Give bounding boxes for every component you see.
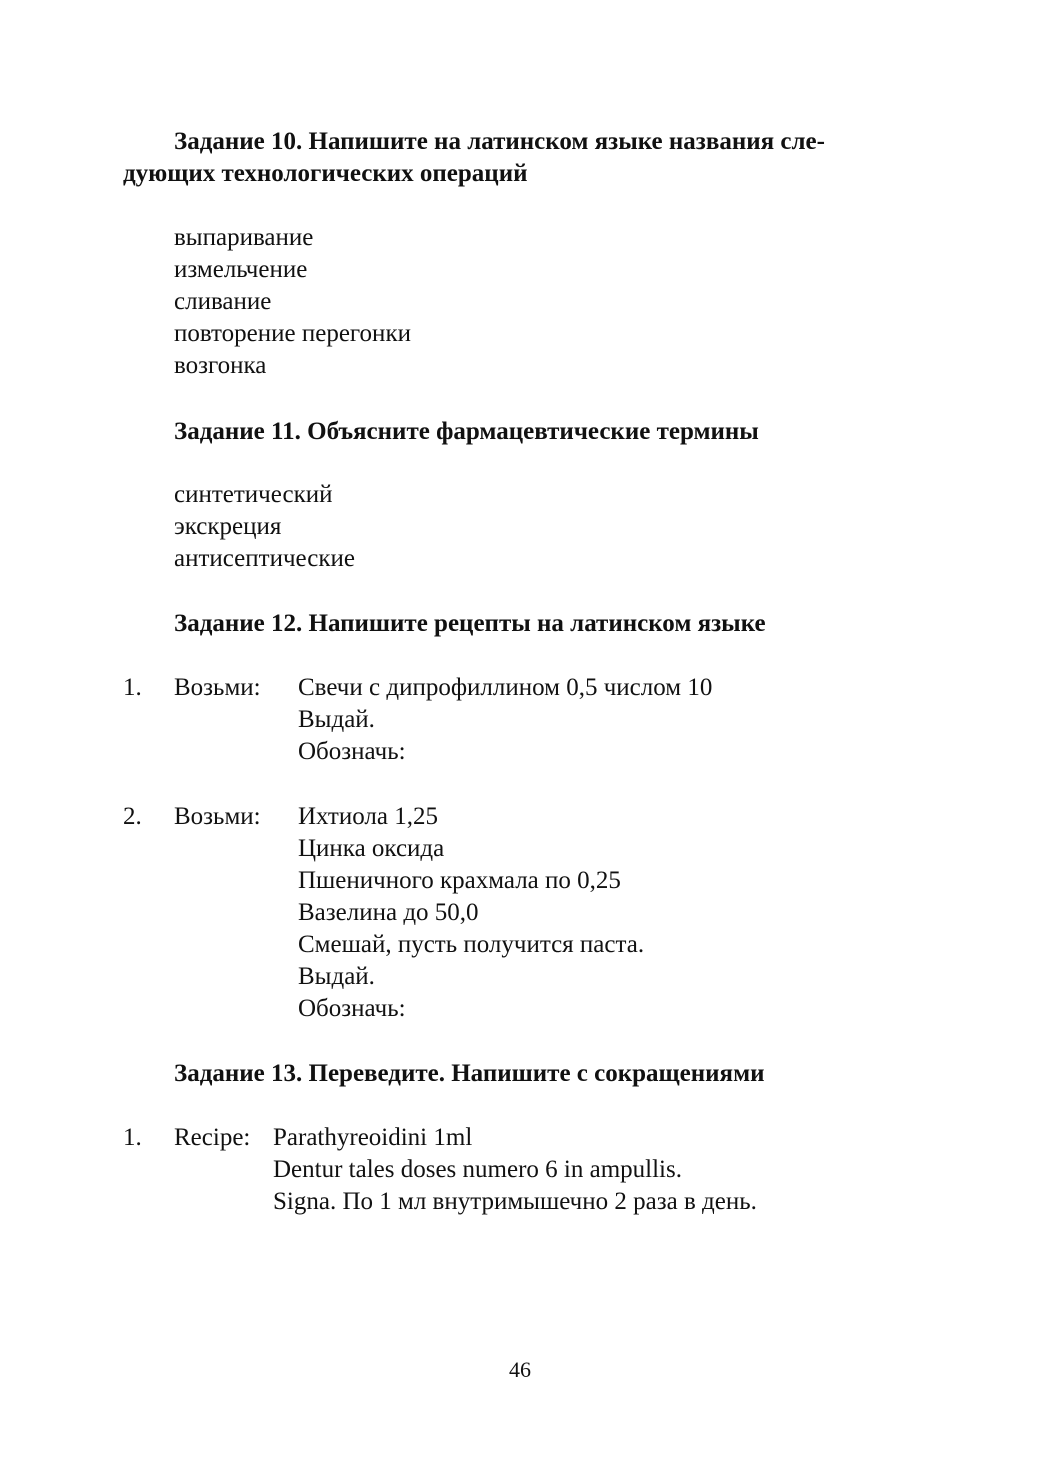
task-13-heading: Задание 13. Переведите. Напишите с сокращениями: [174, 1060, 765, 1087]
recipe-line: Цинка оксида: [298, 835, 445, 862]
recipe-line: Свечи с дипрофиллином 0,5 числом 10: [298, 674, 713, 701]
task-11-item: антисептические: [174, 545, 355, 572]
recipe-line: Пшеничного крахмала по 0,25: [298, 867, 621, 894]
task-12-heading: Задание 12. Напишите рецепты на латинском языке: [174, 610, 766, 637]
task-10-item: сливание: [174, 288, 272, 315]
recipe-line: Parathyreoidini 1ml: [273, 1124, 473, 1151]
recipe-label: Recipe:: [174, 1124, 251, 1151]
recipe-line: Выдай.: [298, 963, 375, 990]
recipe-label: Возьми:: [174, 674, 261, 701]
recipe-number: 2.: [123, 803, 142, 830]
task-10-heading-line-2: дующих технологических операций: [123, 160, 528, 187]
recipe-line: Обозначь:: [298, 738, 406, 765]
task-10-heading-line-1: Задание 10. Напишите на латинском языке названия сле-: [174, 128, 825, 155]
task-11-item: синтетический: [174, 481, 333, 508]
recipe-line: Signa. По 1 мл внутримышечно 2 раза в день.: [273, 1188, 757, 1215]
recipe-line: Смешай, пусть получится паста.: [298, 931, 645, 958]
recipe-number: 1.: [123, 674, 142, 701]
page-number: 46: [509, 1357, 531, 1382]
recipe-number: 1.: [123, 1124, 142, 1151]
task-11-heading: Задание 11. Объясните фармацевтические термины: [174, 418, 759, 445]
recipe-line: Ихтиола 1,25: [298, 803, 438, 830]
recipe-line: Вазелина до 50,0: [298, 899, 479, 926]
recipe-line: Dentur tales doses numero 6 in ampullis.: [273, 1156, 682, 1183]
recipe-line: Выдай.: [298, 706, 375, 733]
recipe-label: Возьми:: [174, 803, 261, 830]
task-10-item: измельчение: [174, 256, 308, 283]
recipe-line: Обозначь:: [298, 995, 406, 1022]
task-11-item: экскреция: [174, 513, 282, 540]
task-10-item: повторение перегонки: [174, 320, 411, 347]
task-10-item: возгонка: [174, 352, 267, 379]
task-10-item: выпаривание: [174, 224, 314, 251]
